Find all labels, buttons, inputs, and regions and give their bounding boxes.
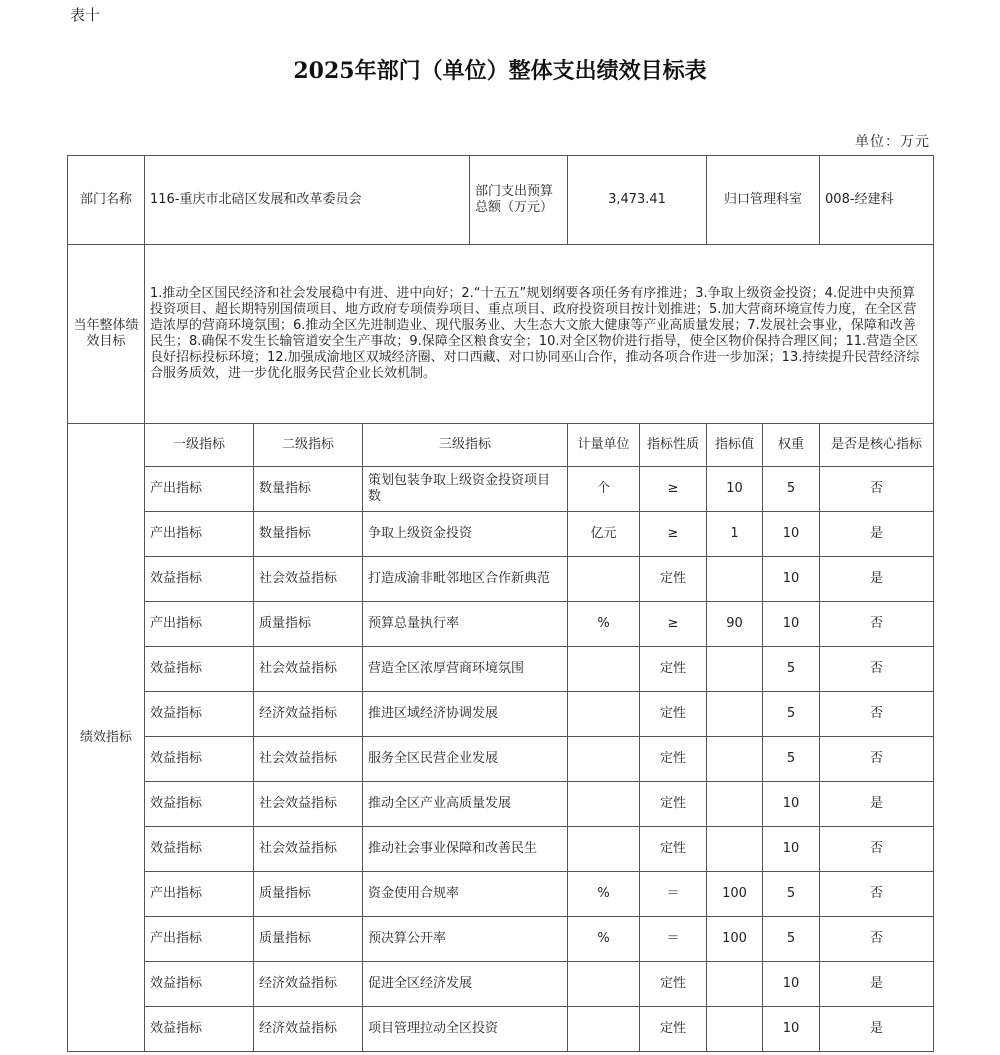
cell-unit bbox=[568, 962, 640, 1007]
header-level1: 一级指标 bbox=[145, 424, 254, 467]
cell-core: 否 bbox=[820, 647, 934, 692]
cell-level1: 产出指标 bbox=[145, 467, 254, 512]
cell-unit bbox=[568, 647, 640, 692]
cell-level3: 推进区域经济协调发展 bbox=[363, 692, 568, 737]
cell-unit bbox=[568, 737, 640, 782]
cell-weight: 10 bbox=[763, 782, 820, 827]
header-nature: 指标性质 bbox=[640, 424, 707, 467]
annual-goal-text: 1.推动全区国民经济和社会发展稳中有进、进中向好；2.“十五五”规划纲要各项任务有序推进；3.争取上级资金投资；4.促进中央预算投资项目、超长期特别国债项目、地方政府专项债券项目、重点项目、政府投资项目按计划推进；5.加大营商环境宣传力度，在全区营造浓厚的营商环境氛围；6.推动全区先进制造业、现代服务业、大生态大文旅大健康等产业高质量发展；7.发展社会事业，保障和改善民生；8.确保不发生长输管道安全生产事故；9.保障全区粮食安全；10.对全区物价进行指导，使全区物价保持合理区间；11.营造全区良好招标投标环境；12.加强成渝地区双城经济圈、对口西藏、对口协同巫山合作，推动各项合作进一步加深；13.持续提升民营经济综合服务质效，进一步优化服务民营企业长效机制。 bbox=[145, 245, 934, 424]
cell-level1: 效益指标 bbox=[145, 647, 254, 692]
cell-value bbox=[707, 827, 763, 872]
cell-unit: 亿元 bbox=[568, 512, 640, 557]
table-row bbox=[68, 737, 934, 782]
cell-nature: 定性 bbox=[640, 827, 707, 872]
cell-level2: 经济效益指标 bbox=[254, 1007, 363, 1052]
cell-nature: 定性 bbox=[640, 557, 707, 602]
unit-label: 单位：万元 bbox=[855, 134, 930, 150]
cell-weight: 10 bbox=[763, 557, 820, 602]
cell-level2: 社会效益指标 bbox=[254, 782, 363, 827]
cell-nature: 定性 bbox=[640, 962, 707, 1007]
table-row bbox=[68, 782, 934, 827]
cell-level3: 打造成渝非毗邻地区合作新典范 bbox=[363, 557, 568, 602]
cell-level2: 质量指标 bbox=[254, 872, 363, 917]
cell-core: 是 bbox=[820, 557, 934, 602]
cell-level1: 效益指标 bbox=[145, 557, 254, 602]
budget-total-value: 3,473.41 bbox=[568, 156, 707, 245]
table-row bbox=[68, 602, 934, 647]
cell-nature: 定性 bbox=[640, 782, 707, 827]
cell-nature: 定性 bbox=[640, 737, 707, 782]
cell-level3: 推动全区产业高质量发展 bbox=[363, 782, 568, 827]
header-unit: 计量单位 bbox=[568, 424, 640, 467]
cell-level1: 效益指标 bbox=[145, 782, 254, 827]
cell-core: 是 bbox=[820, 512, 934, 557]
budget-total-label: 部门支出预算总额（万元） bbox=[470, 156, 568, 245]
table-row bbox=[68, 827, 934, 872]
table-row bbox=[68, 647, 934, 692]
cell-value: 100 bbox=[707, 872, 763, 917]
table-row bbox=[68, 557, 934, 602]
cell-value bbox=[707, 962, 763, 1007]
header-core: 是否是核心指标 bbox=[820, 424, 934, 467]
cell-unit: 个 bbox=[568, 467, 640, 512]
cell-core: 否 bbox=[820, 872, 934, 917]
mgmt-office-label: 归口管理科室 bbox=[707, 156, 820, 245]
table-row bbox=[68, 692, 934, 737]
cell-level1: 效益指标 bbox=[145, 692, 254, 737]
cell-core: 否 bbox=[820, 917, 934, 962]
cell-level2: 社会效益指标 bbox=[254, 557, 363, 602]
table-row bbox=[68, 467, 934, 512]
cell-weight: 5 bbox=[763, 917, 820, 962]
cell-unit: % bbox=[568, 602, 640, 647]
dept-name-value: 116-重庆市北碚区发展和改革委员会 bbox=[145, 156, 470, 245]
cell-level3: 预决算公开率 bbox=[363, 917, 568, 962]
header-level2: 二级指标 bbox=[254, 424, 363, 467]
table-number-label: 表十 bbox=[70, 6, 101, 24]
table-row bbox=[68, 512, 934, 557]
cell-value bbox=[707, 1007, 763, 1052]
cell-core: 否 bbox=[820, 467, 934, 512]
cell-level3: 服务全区民营企业发展 bbox=[363, 737, 568, 782]
cell-nature: ≥ bbox=[640, 512, 707, 557]
cell-level1: 效益指标 bbox=[145, 827, 254, 872]
cell-level2: 经济效益指标 bbox=[254, 962, 363, 1007]
cell-weight: 10 bbox=[763, 1007, 820, 1052]
cell-core: 是 bbox=[820, 1007, 934, 1052]
table-row bbox=[68, 962, 934, 1007]
cell-level2: 质量指标 bbox=[254, 602, 363, 647]
cell-level2: 社会效益指标 bbox=[254, 827, 363, 872]
cell-level2: 数量指标 bbox=[254, 512, 363, 557]
indicator-section-label: 绩效指标 bbox=[68, 424, 145, 1052]
cell-level1: 产出指标 bbox=[145, 917, 254, 962]
cell-core: 否 bbox=[820, 737, 934, 782]
cell-value: 90 bbox=[707, 602, 763, 647]
cell-nature: ＝ bbox=[640, 917, 707, 962]
cell-weight: 5 bbox=[763, 692, 820, 737]
cell-level3: 策划包装争取上级资金投资项目数 bbox=[363, 467, 568, 512]
cell-unit bbox=[568, 692, 640, 737]
cell-level3: 项目管理拉动全区投资 bbox=[363, 1007, 568, 1052]
cell-value: 10 bbox=[707, 467, 763, 512]
cell-nature: 定性 bbox=[640, 692, 707, 737]
cell-level3: 资金使用合规率 bbox=[363, 872, 568, 917]
cell-weight: 5 bbox=[763, 467, 820, 512]
cell-unit bbox=[568, 827, 640, 872]
cell-unit bbox=[568, 1007, 640, 1052]
cell-level3: 争取上级资金投资 bbox=[363, 512, 568, 557]
cell-unit bbox=[568, 782, 640, 827]
table-row bbox=[68, 872, 934, 917]
cell-unit bbox=[568, 557, 640, 602]
cell-value bbox=[707, 782, 763, 827]
cell-core: 是 bbox=[820, 962, 934, 1007]
page-title: 2025年部门（单位）整体支出绩效目标表 bbox=[293, 58, 707, 84]
table-row bbox=[68, 917, 934, 962]
dept-name-label: 部门名称 bbox=[68, 156, 145, 245]
cell-level1: 产出指标 bbox=[145, 872, 254, 917]
cell-level1: 产出指标 bbox=[145, 602, 254, 647]
table-row bbox=[68, 1007, 934, 1052]
cell-value bbox=[707, 692, 763, 737]
annual-goal-row bbox=[68, 245, 934, 424]
cell-level3: 促进全区经济发展 bbox=[363, 962, 568, 1007]
dept-info-row bbox=[68, 156, 934, 245]
cell-weight: 10 bbox=[763, 512, 820, 557]
cell-value: 1 bbox=[707, 512, 763, 557]
header-level3: 三级指标 bbox=[363, 424, 568, 467]
cell-level3: 推动社会事业保障和改善民生 bbox=[363, 827, 568, 872]
cell-level3: 预算总量执行率 bbox=[363, 602, 568, 647]
cell-weight: 10 bbox=[763, 827, 820, 872]
cell-core: 否 bbox=[820, 827, 934, 872]
header-weight: 权重 bbox=[763, 424, 820, 467]
mgmt-office-value: 008-经建科 bbox=[820, 156, 934, 245]
annual-goal-label: 当年整体绩效目标 bbox=[68, 245, 145, 424]
cell-value: 100 bbox=[707, 917, 763, 962]
cell-nature: 定性 bbox=[640, 1007, 707, 1052]
cell-level3: 营造全区浓厚营商环境氛围 bbox=[363, 647, 568, 692]
cell-level2: 经济效益指标 bbox=[254, 692, 363, 737]
cell-unit: % bbox=[568, 872, 640, 917]
cell-weight: 10 bbox=[763, 602, 820, 647]
cell-level2: 数量指标 bbox=[254, 467, 363, 512]
cell-nature: ≥ bbox=[640, 467, 707, 512]
cell-core: 是 bbox=[820, 782, 934, 827]
cell-core: 否 bbox=[820, 692, 934, 737]
cell-weight: 5 bbox=[763, 737, 820, 782]
cell-weight: 5 bbox=[763, 872, 820, 917]
cell-level1: 效益指标 bbox=[145, 962, 254, 1007]
cell-nature: ≥ bbox=[640, 602, 707, 647]
cell-nature: ＝ bbox=[640, 872, 707, 917]
cell-value bbox=[707, 557, 763, 602]
cell-nature: 定性 bbox=[640, 647, 707, 692]
cell-weight: 10 bbox=[763, 962, 820, 1007]
cell-core: 否 bbox=[820, 602, 934, 647]
cell-value bbox=[707, 737, 763, 782]
header-value: 指标值 bbox=[707, 424, 763, 467]
cell-unit: % bbox=[568, 917, 640, 962]
cell-weight: 5 bbox=[763, 647, 820, 692]
cell-level1: 效益指标 bbox=[145, 1007, 254, 1052]
cell-level2: 社会效益指标 bbox=[254, 737, 363, 782]
cell-level2: 社会效益指标 bbox=[254, 647, 363, 692]
cell-level2: 质量指标 bbox=[254, 917, 363, 962]
performance-table bbox=[67, 155, 933, 1052]
cell-value bbox=[707, 647, 763, 692]
cell-level1: 效益指标 bbox=[145, 737, 254, 782]
cell-level1: 产出指标 bbox=[145, 512, 254, 557]
indicator-header-row bbox=[68, 424, 934, 467]
